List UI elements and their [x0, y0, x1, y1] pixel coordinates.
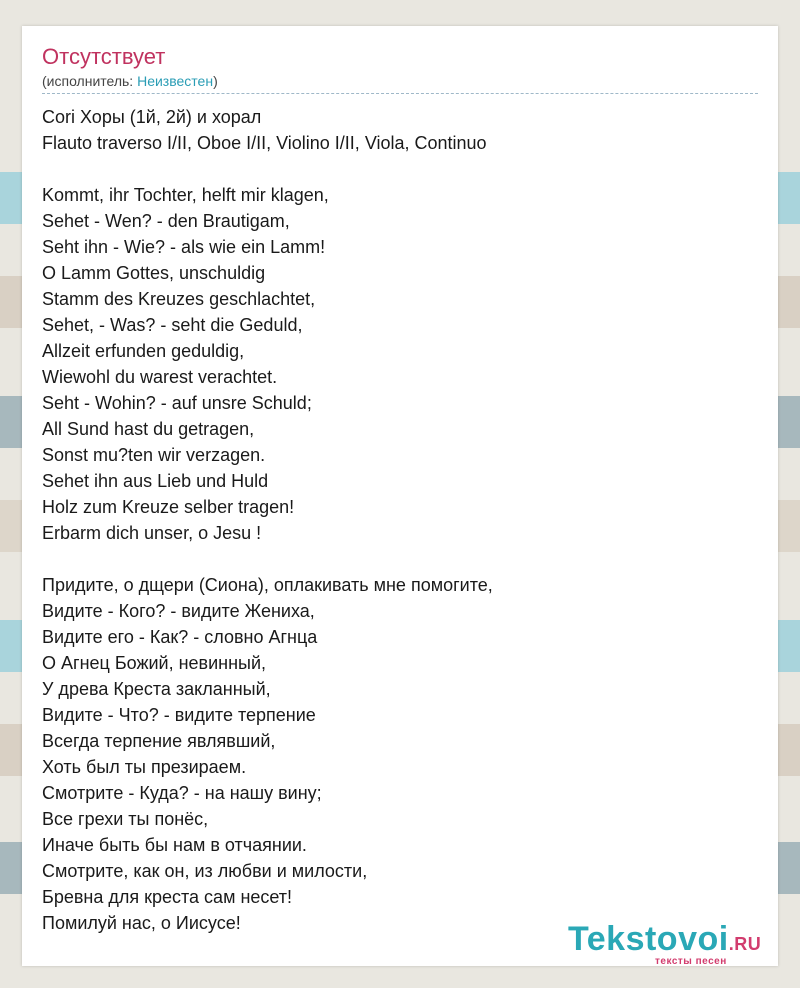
lyric-line: Все грехи ты понёс, — [42, 809, 209, 829]
site-logo[interactable] — [568, 920, 773, 966]
lyric-line: Помилуй нас, о Иисусе! — [42, 913, 241, 933]
artist-line — [42, 73, 758, 94]
lyric-line: Holz zum Kreuze selber tragen! — [42, 497, 295, 517]
lyric-line: Flauto traverso I/II, Oboe I/II, Violino I/II, Viola, Continuo — [42, 133, 487, 153]
logo-main-text: Tekstovoi — [568, 920, 729, 958]
artist-link[interactable]: Неизвестен — [137, 73, 214, 89]
lyric-line: Stamm des Kreuzes geschlachtet, — [42, 289, 316, 309]
lyric-line: Смотрите, как он, из любви и милости, — [42, 861, 368, 881]
lyric-line: Всегда терпение являвший, — [42, 731, 276, 751]
lyric-line: Cori Хоры (1й, 2й) и хорал — [42, 107, 262, 127]
logo-domain: .RU — [728, 934, 762, 954]
lyric-line: O Lamm Gottes, unschuldig — [42, 263, 266, 283]
lyric-line: Бревна для креста сам несет! — [42, 887, 293, 907]
lyric-line: Wiewohl du warest verachtet. — [42, 367, 278, 387]
lyric-line: Sehet ihn aus Lieb und Huld — [42, 471, 269, 491]
lyric-line: Видите - Что? - видите терпение — [42, 705, 316, 725]
lyric-line — [42, 156, 493, 182]
artist-prefix: (исполнитель: — [42, 73, 138, 89]
song-title: Отсутствует — [42, 44, 166, 69]
artist-suffix: ) — [213, 73, 218, 89]
lyric-line: All Sund hast du getragen, — [42, 419, 255, 439]
lyric-line: Sonst mu?ten wir verzagen. — [42, 445, 266, 465]
lyric-line: Видите - Кого? - видите Жениха, — [42, 601, 315, 621]
lyrics-card — [22, 26, 778, 966]
lyric-line: Sehet, - Was? - seht die Geduld, — [42, 315, 303, 335]
lyric-line — [42, 546, 493, 572]
lyric-line: У древа Креста закланный, — [42, 679, 271, 699]
lyric-line: Seht - Wohin? - auf unsre Schuld; — [42, 393, 312, 413]
lyric-line: Придите, о дщери (Сиона), оплакивать мне помогите, — [42, 575, 493, 595]
logo-subtitle: тексты песен — [655, 956, 727, 967]
lyric-line: Erbarm dich unser, o Jesu ! — [42, 523, 262, 543]
lyric-line: Sehet - Wen? - den Brautigam, — [42, 211, 290, 231]
lyric-line: О Агнец Божий, невинный, — [42, 653, 267, 673]
lyric-line: Смотрите - Куда? - на нашу вину; — [42, 783, 322, 803]
lyric-line: Хоть был ты презираем. — [42, 757, 247, 777]
lyric-line: Seht ihn - Wie? - als wie ein Lamm! — [42, 237, 326, 257]
lyric-line: Kommt, ihr Tochter, helft mir klagen, — [42, 185, 329, 205]
lyric-line: Allzeit erfunden geduldig, — [42, 341, 245, 361]
lyric-line: Видите его - Как? - словно Агнца — [42, 627, 318, 647]
lyric-line: Иначе быть бы нам в отчаянии. — [42, 835, 307, 855]
lyrics-text — [42, 104, 493, 936]
